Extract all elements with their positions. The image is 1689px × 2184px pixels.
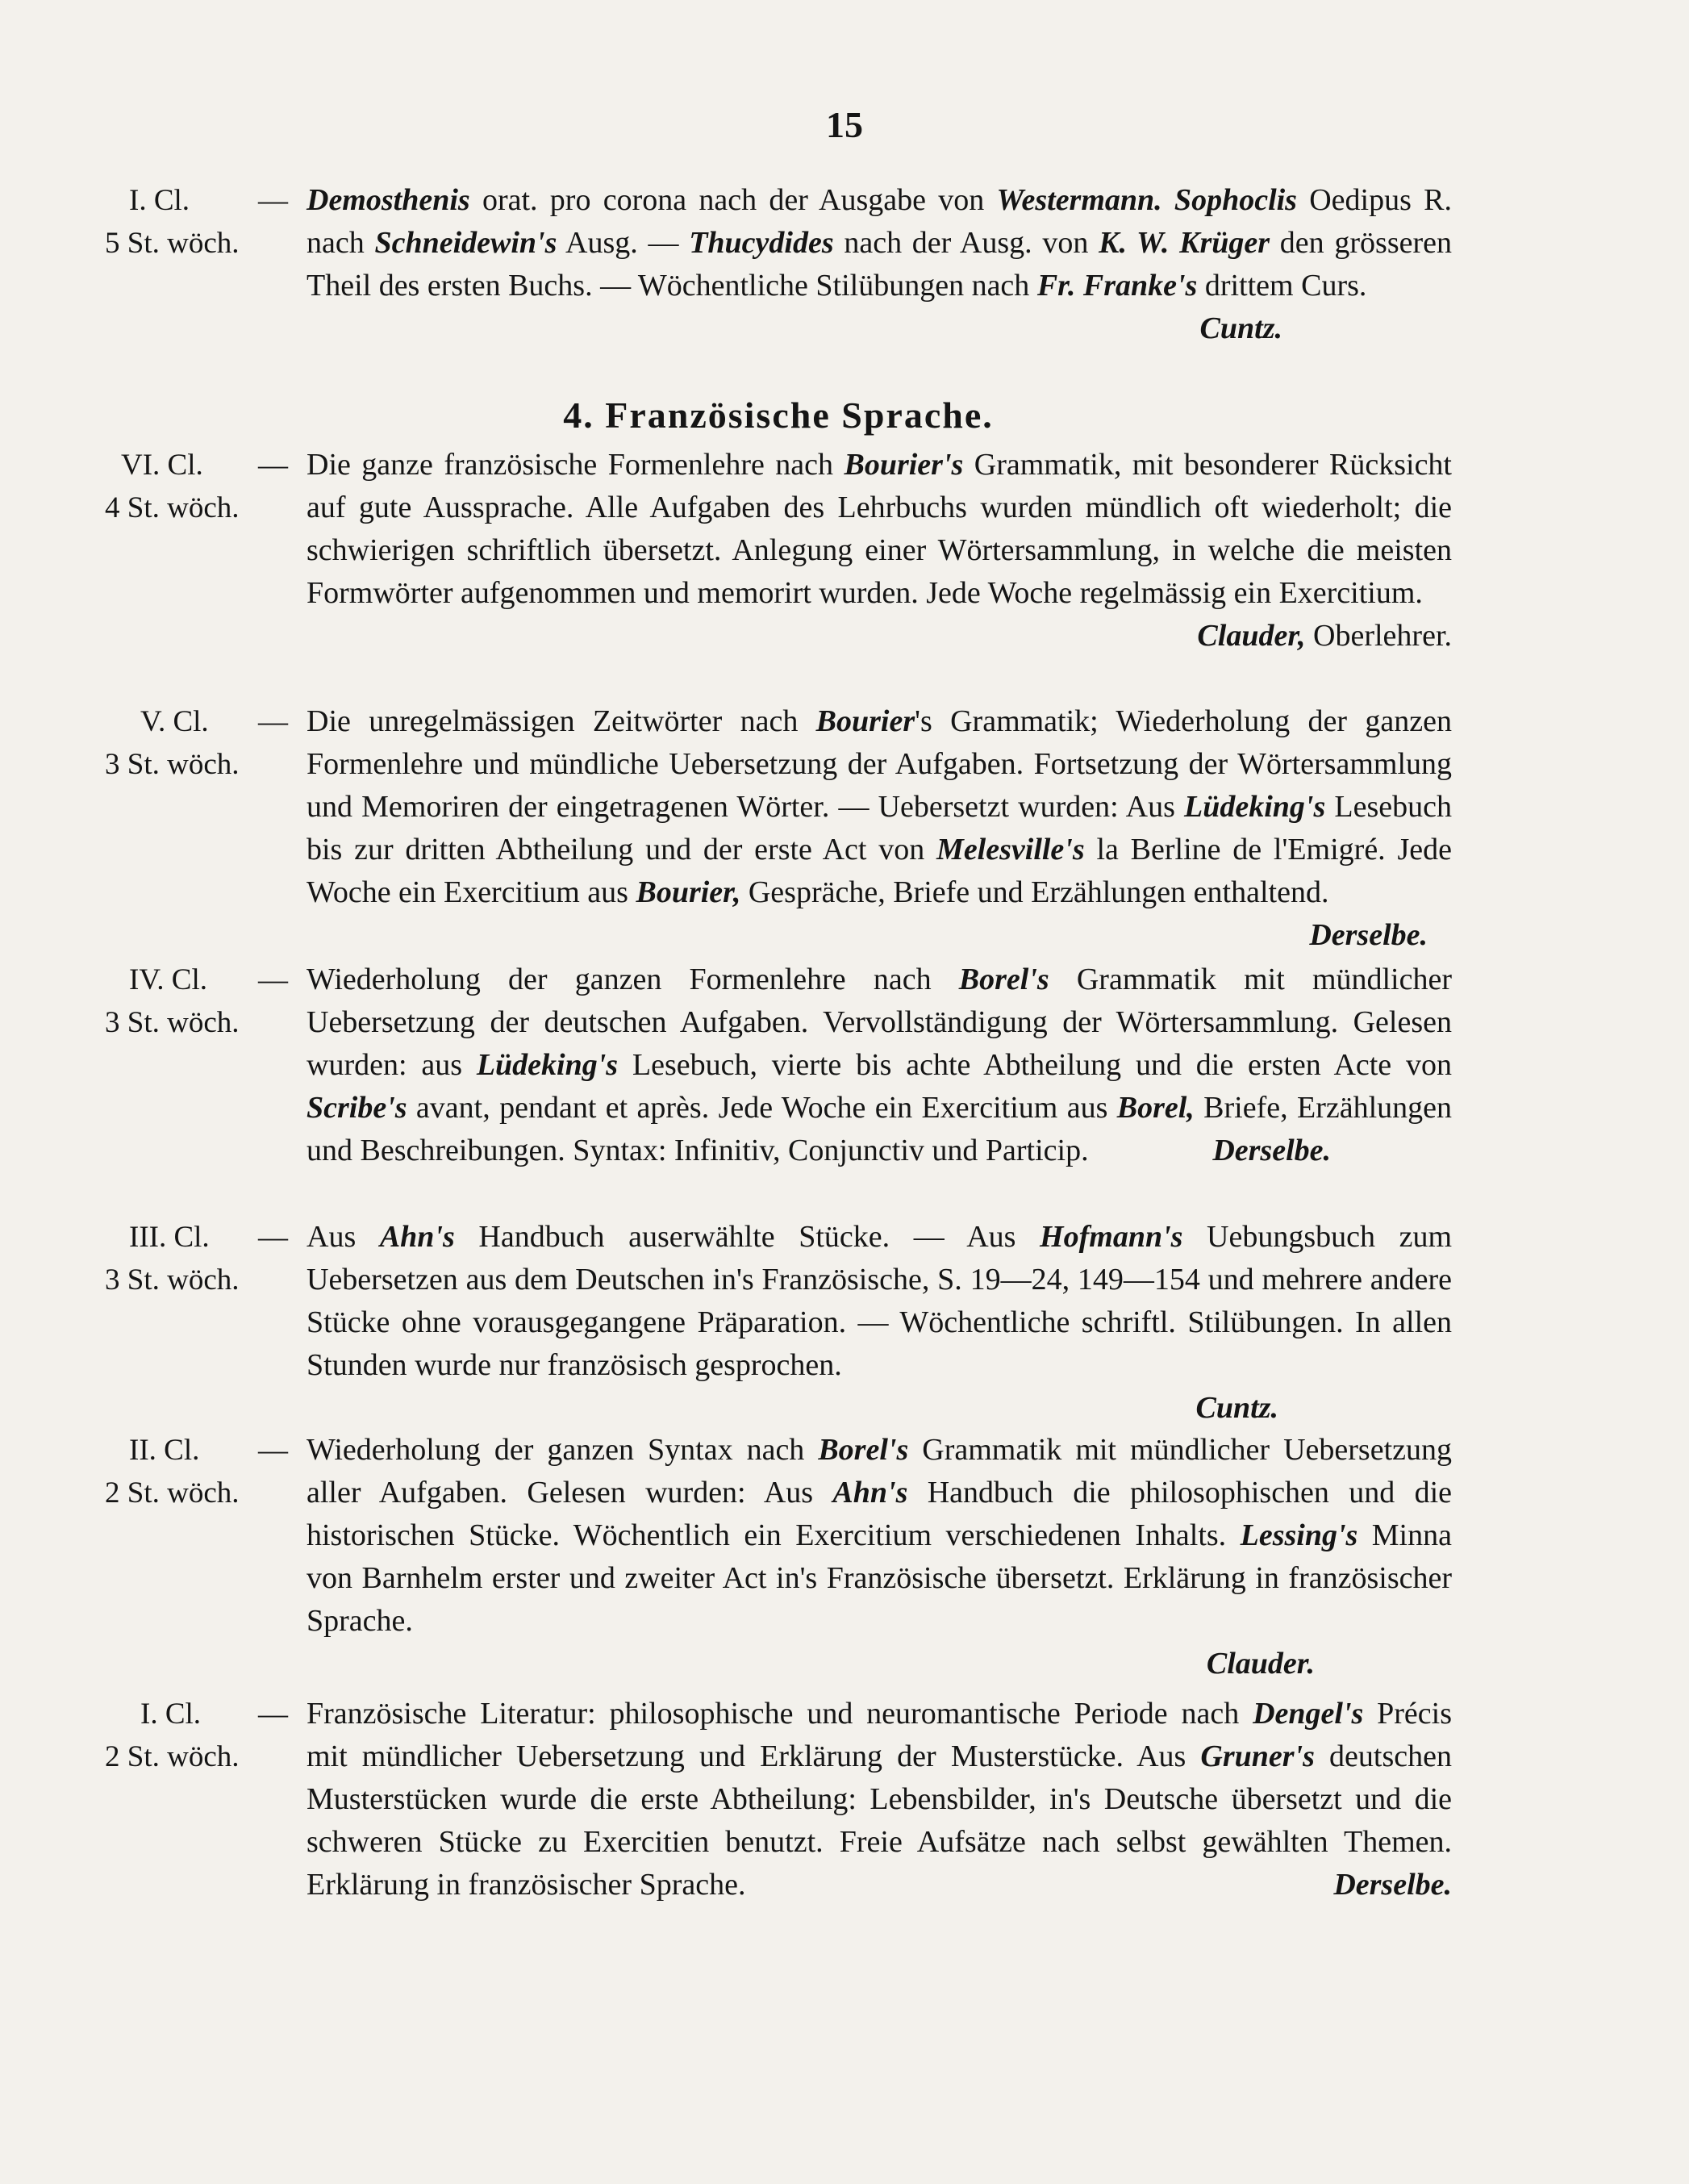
course-description — [307, 1693, 1452, 1906]
weekly-hours: 4 St. wöch. — [105, 491, 240, 524]
description-text — [307, 448, 1452, 610]
course-entry — [105, 700, 1452, 952]
text-run: Grammatik mit mündlicher Uebersetzung aller Aufgaben. Gelesen wurden: Aus — [307, 1433, 1452, 1510]
text-run: Gespräche, Briefe und Erzählungen enthaltend. — [740, 875, 1329, 909]
dash: — — [258, 1698, 288, 1731]
entry-iv — [105, 958, 1452, 1172]
emphasized-name: Ahn's — [379, 1220, 455, 1254]
course-entry — [105, 1216, 1452, 1430]
course-entry — [105, 179, 1452, 350]
course-description — [307, 444, 1452, 658]
text-run: drittem Curs. — [1197, 269, 1367, 303]
course-entry — [105, 444, 1452, 658]
emphasized-name: Bourier's — [844, 448, 964, 482]
text-run: Lesebuch, vierte bis achte Abtheilung und die ersten Acte von — [618, 1048, 1452, 1082]
text-run: Oedipus R. nach — [307, 183, 1453, 260]
text-run: Grammatik mit mündlicher Uebersetzung der deutschen Aufgaben. Vervollständigung der Wörtersammlung. Gelesen wurden: aus — [307, 963, 1453, 1082]
dash: — — [258, 449, 288, 482]
emphasized-name: Ahn's — [832, 1476, 908, 1510]
text-run: Précis mit mündlicher Uebersetzung und Erklärung der Musterstücke. Aus — [307, 1697, 1452, 1773]
text-run: Handbuch die philosophischen und die historischen Stücke. Wöchentlich ein Exercitium verschiedenen Inhalts. — [307, 1476, 1452, 1552]
course-description — [307, 179, 1452, 350]
emphasized-name: Lessing's — [1240, 1518, 1358, 1552]
emphasized-name: Borel's — [818, 1433, 909, 1467]
text-run: orat. pro corona nach der Ausgabe von — [469, 183, 997, 217]
description-text — [307, 1433, 1452, 1638]
course-entry — [105, 1429, 1452, 1685]
text-run: Wiederholung der ganzen Formenlehre nach — [307, 963, 959, 996]
text-run: deutschen Musterstücken wurde die erste Abtheilung: Lebensbilder, in's Deutsche übersetzt und die schweren Stücke zu Exercitien benutzt. Freie Aufsätze nach selbst gewählten Themen. Erklärung in französischer Sprache. — [307, 1739, 1452, 1902]
weekly-hours: 3 St. wöch. — [105, 1263, 240, 1297]
emphasized-name: Borel, — [1116, 1091, 1195, 1125]
teacher-name: Derselbe. — [1333, 1868, 1452, 1902]
text-run: Grammatik, mit besonderer Rücksicht auf gute Aussprache. Alle Aufgaben des Lehrbuchs wurden mündlich oft wiederholt; die schwierigen schriftlich übersetzt. Anlegung einer Wörtersammlung, in welche die meisten Formwörter aufgenommen und memorirt wurden. Jede Woche regelmässig ein Exercitium. — [307, 448, 1452, 610]
section-heading: 4. Französische Sprache. — [563, 395, 994, 436]
emphasized-name: Scribe's — [307, 1091, 407, 1125]
emphasized-name: Lüdeking's — [476, 1048, 619, 1082]
description-text — [307, 1697, 1452, 1902]
class-name: VI. Cl. — [121, 449, 203, 482]
emphasized-name: Fr. Franke's — [1036, 269, 1198, 303]
emphasized-name: Bourier, — [636, 875, 741, 909]
entry-top — [105, 179, 1452, 350]
text-run: nach der Ausg. von — [833, 226, 1099, 260]
class-name: V. Cl. — [140, 705, 209, 738]
teacher-line — [307, 615, 1452, 658]
text-run: Ausg. — — [557, 226, 690, 260]
course-description — [307, 1429, 1452, 1685]
emphasized-name: Bourier — [815, 704, 915, 738]
emphasized-name: K. W. Krüger — [1099, 226, 1270, 260]
dash: — — [258, 705, 288, 738]
course-entry — [105, 1693, 1452, 1906]
text-run: Lesebuch bis zur dritten Abtheilung und der erste Act von — [307, 790, 1452, 867]
teacher-name: Derselbe. — [1309, 918, 1428, 952]
teacher-name: Clauder, — [1197, 619, 1306, 653]
course-description — [307, 958, 1452, 1172]
emphasized-name: Gruner's — [1200, 1739, 1315, 1773]
teacher-name: Derselbe. — [1212, 1134, 1331, 1167]
description-text — [307, 704, 1452, 909]
course-description — [307, 700, 1452, 952]
class-name: I. Cl. — [140, 1698, 202, 1731]
text-run: Briefe, Erzählungen und Beschreibungen. Syntax: Infinitiv, Conjunctiv und Particip. — [307, 1091, 1453, 1167]
course-description — [307, 1216, 1452, 1430]
text-run: Minna von Barnhelm erster und zweiter Act in's Französische übersetzt. Erklärung in französischer Sprache. — [307, 1518, 1452, 1638]
text-run: Die ganze französische Formenlehre nach — [307, 448, 844, 482]
dash: — — [258, 1434, 288, 1467]
emphasized-name: Dengel's — [1253, 1697, 1364, 1731]
text-run: Aus — [307, 1220, 380, 1254]
dash: — — [258, 1221, 288, 1254]
weekly-hours: 2 St. wöch. — [105, 1740, 240, 1773]
dash: — — [258, 963, 288, 996]
entry-vi — [105, 444, 1452, 658]
text-run: avant, pendant et après. Jede Woche ein Exercitium aus — [407, 1091, 1117, 1125]
teacher-name: Clauder. — [1206, 1647, 1315, 1681]
entry-v — [105, 700, 1452, 957]
emphasized-name: Schneidewin's — [374, 226, 557, 260]
emphasized-name: Lüdeking's — [1184, 790, 1326, 824]
class-name: II. Cl. — [129, 1434, 200, 1467]
emphasized-name: Thucydides — [689, 226, 834, 260]
entry-ii — [105, 1429, 1452, 1685]
text-run: 's Grammatik; Wiederholung der ganzen Formenlehre und mündliche Uebersetzung der Aufgaben. Fortsetzung der Wörtersammlung und Memoriren der eingetragenen Wörter. — Uebersetzt wurden: Aus — [307, 704, 1452, 824]
entry-iii — [105, 1216, 1452, 1430]
text-run: Wiederholung der ganzen Syntax nach — [307, 1433, 819, 1467]
teacher-role: Oberlehrer. — [1305, 619, 1452, 653]
teacher-name: Cuntz. — [1199, 311, 1282, 345]
dash: — — [258, 184, 288, 217]
weekly-hours: 3 St. wöch. — [105, 748, 240, 781]
emphasized-name: Westermann. Sophoclis — [996, 183, 1297, 217]
text-run: Französische Literatur: philosophische und neuromantische Periode nach — [307, 1697, 1253, 1731]
text-run: la Berline de l'Emigré. Jede Woche ein Exercitium aus — [307, 833, 1452, 909]
text-run: den grösseren Theil des ersten Buchs. — Wöchentliche Stilübungen nach — [307, 226, 1452, 303]
emphasized-name: Demosthenis — [307, 183, 470, 217]
description-text — [307, 183, 1452, 303]
page-number: 15 — [826, 104, 863, 145]
weekly-hours: 5 St. wöch. — [105, 227, 240, 260]
class-name: IV. Cl. — [129, 963, 207, 996]
text-run: Die unregelmässigen Zeitwörter nach — [307, 704, 816, 738]
weekly-hours: 3 St. wöch. — [105, 1006, 240, 1039]
text-run: Handbuch auserwählte Stücke. — Aus — [454, 1220, 1041, 1254]
weekly-hours: 2 St. wöch. — [105, 1476, 240, 1510]
text-run: Uebungsbuch zum Uebersetzen aus dem Deutschen in's Französische, S. 19—24, 149—154 und mehrere andere Stücke ohne vorausgegangene Präparation. — Wöchentliche schriftl. Stilübungen. In allen Stunden wurde nur französisch gesprochen. — [307, 1220, 1453, 1382]
description-text — [307, 1220, 1452, 1382]
teacher-name: Cuntz. — [1195, 1391, 1278, 1425]
course-entry — [105, 958, 1452, 1172]
class-name: III. Cl. — [129, 1221, 210, 1254]
section-heading-wrap — [105, 387, 1452, 444]
emphasized-name: Borel's — [958, 963, 1049, 996]
entry-i — [105, 1693, 1452, 1906]
emphasized-name: Melesville's — [936, 833, 1085, 867]
class-name: I. Cl. — [129, 184, 190, 217]
emphasized-name: Hofmann's — [1040, 1220, 1183, 1254]
